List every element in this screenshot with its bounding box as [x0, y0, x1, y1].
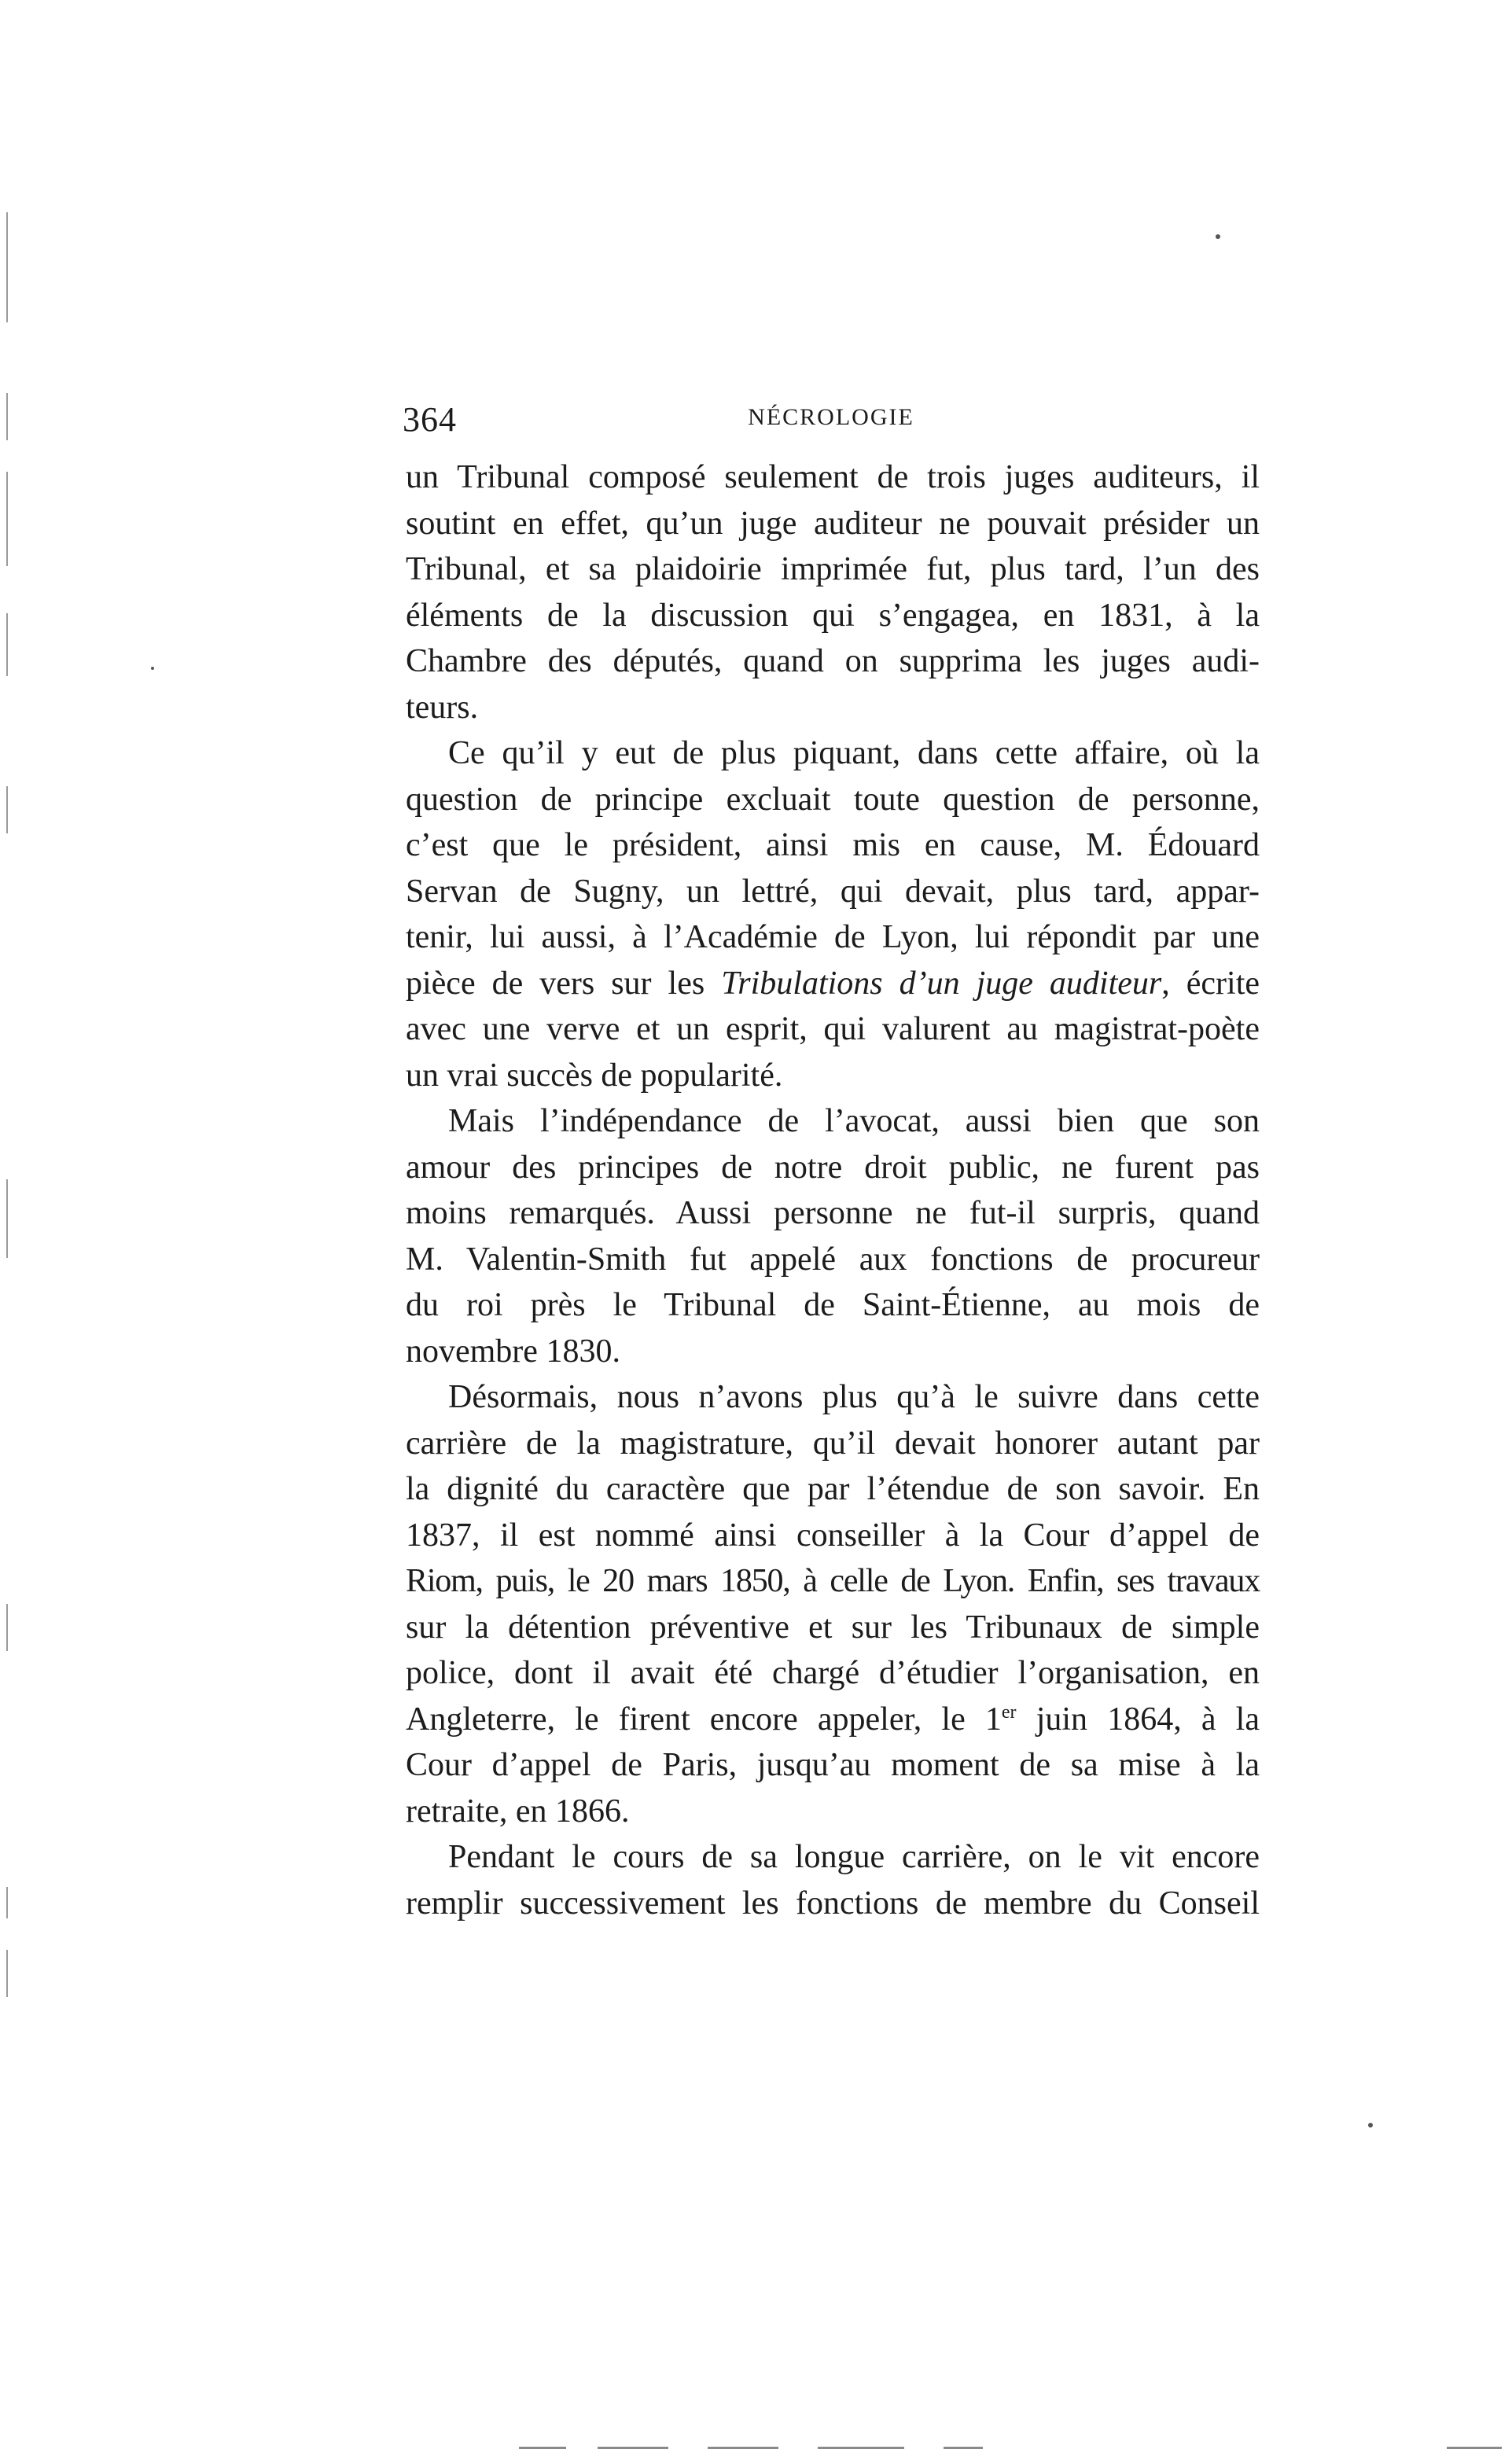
scan-bottom-rule	[818, 2447, 904, 2449]
paragraph-first-line: Mais l’indépendance de l’avocat, aussi bien que son	[448, 1103, 1260, 1139]
text-line: Tribunal, et sa plaidoirie imprimée fut, plus tard, l’un des	[406, 551, 1260, 587]
text-line: M. Valentin-Smith fut appelé aux fonctions de procureur	[406, 1241, 1260, 1278]
text-line: amour des principes de notre droit public, ne furent pas	[406, 1149, 1260, 1186]
scan-edge-mark	[6, 613, 8, 676]
scan-edge-mark	[6, 472, 8, 566]
ordinal-suffix: er	[1001, 1701, 1017, 1723]
text-line: Chambre des députés, quand on supprima les juges audi-	[406, 643, 1260, 679]
text-line: question de principe excluait toute question de personne,	[406, 781, 1260, 818]
text-line: 1837, il est nommé ainsi conseiller à la Cour d’appel de	[406, 1517, 1260, 1554]
work-title: Tribulations d’un juge auditeur	[721, 965, 1162, 1002]
text-fragment: juin 1864, à la	[1016, 1701, 1260, 1738]
text-line: éléments de la discussion qui s’engagea, en 1831, à la	[406, 597, 1260, 634]
scan-bottom-rule	[519, 2447, 566, 2449]
text-line: carrière de la magistrature, qu’il devait honorer autant par	[406, 1425, 1260, 1462]
text-line: moins remarqués. Aussi personne ne fut-il surpris, quand	[406, 1195, 1260, 1231]
text-fragment: Angleterre, le firent encore appeler, le 1	[406, 1701, 1002, 1738]
scan-bottom-rule	[598, 2447, 668, 2449]
scan-edge-mark	[6, 212, 8, 322]
text-line: Cour d’appel de Paris, jusqu’au moment de sa mise à la	[406, 1747, 1260, 1783]
running-head: NÉCROLOGIE	[748, 404, 914, 430]
text-line: du roi près le Tribunal de Saint-Étienne, au mois de	[406, 1287, 1260, 1323]
scan-edge-mark	[6, 786, 8, 833]
scan-speck	[1216, 234, 1220, 239]
text-line: un Tribunal composé seulement de trois juges auditeurs, il	[406, 459, 1260, 495]
scan-bottom-rule	[1447, 2447, 1502, 2449]
body-text	[406, 454, 1260, 1926]
scan-speck	[151, 667, 154, 670]
paragraph-first-line: Désormais, nous n’avons plus qu’à le suivre dans cette	[448, 1379, 1260, 1415]
text-line: c’est que le président, ainsi mis en cause, M. Édouard	[406, 827, 1260, 863]
page-number: 364	[403, 400, 457, 439]
text-line: teurs.	[406, 689, 479, 726]
text-line: retraite, en 1866.	[406, 1793, 630, 1830]
text-line-with-title	[406, 961, 1260, 1007]
scan-speck	[1368, 2123, 1373, 2127]
text-line: remplir successivement les fonctions de membre du Conseil	[406, 1885, 1260, 1922]
text-line-with-ordinal	[406, 1697, 1260, 1743]
scan-bottom-rule	[944, 2447, 983, 2449]
text-line: sur la détention préventive et sur les Tribunaux de simple	[406, 1609, 1260, 1646]
paragraph-first-line: Ce qu’il y eut de plus piquant, dans cette affaire, où la	[448, 735, 1260, 771]
text-line: soutint en effet, qu’un juge auditeur ne pouvait présider un	[406, 505, 1260, 542]
text-line: police, dont il avait été chargé d’étudier l’organisation, en	[406, 1655, 1260, 1691]
text-line: Servan de Sugny, un lettré, qui devait, plus tard, appar-	[406, 873, 1260, 910]
text-line: un vrai succès de popularité.	[406, 1057, 783, 1094]
scan-edge-mark	[6, 393, 8, 440]
scan-edge-mark	[6, 1179, 8, 1258]
text-line: Riom, puis, le 20 mars 1850, à celle de Lyon. Enfin, ses travaux	[406, 1563, 1260, 1599]
scan-bottom-rule	[708, 2447, 778, 2449]
paragraph-first-line: Pendant le cours de sa longue carrière, on le vit encore	[448, 1839, 1260, 1875]
scan-edge-mark	[6, 1604, 8, 1651]
text-line: tenir, lui aussi, à l’Académie de Lyon, lui répondit par une	[406, 919, 1260, 955]
text-fragment: , écrite	[1161, 965, 1260, 1002]
text-fragment: pièce de vers sur les	[406, 965, 705, 1002]
scan-edge-mark	[6, 1887, 8, 1918]
scan-edge-mark	[6, 1950, 8, 1997]
text-line: la dignité du caractère que par l’étendue de son savoir. En	[406, 1471, 1260, 1507]
text-line: novembre 1830.	[406, 1333, 620, 1370]
page-header	[403, 393, 1260, 448]
text-line: avec une verve et un esprit, qui valurent au magistrat-poète	[406, 1011, 1260, 1047]
